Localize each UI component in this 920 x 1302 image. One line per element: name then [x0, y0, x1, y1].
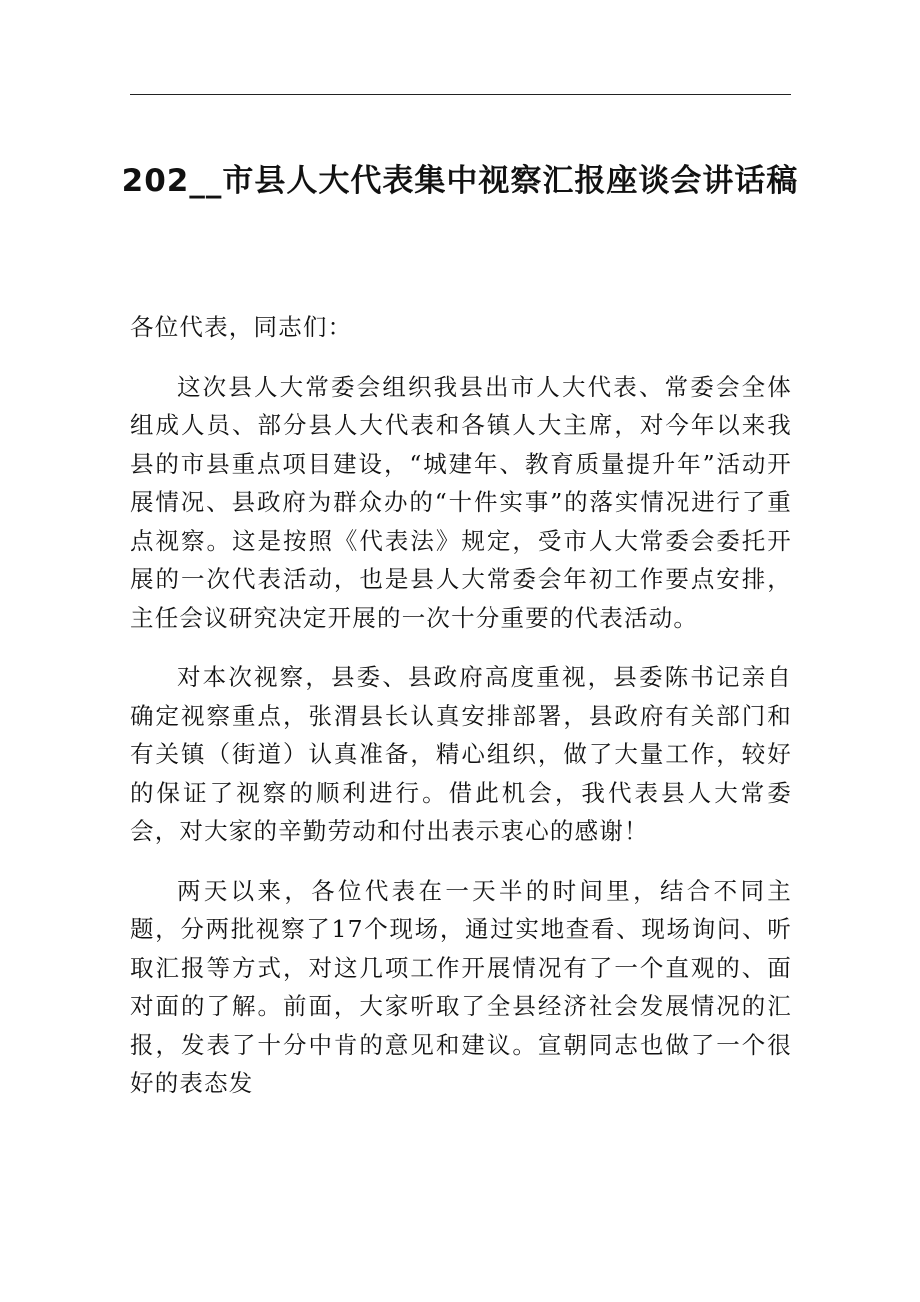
document-body: [130, 308, 792, 1124]
document-title: 202__市县人大代表集中视察汇报座谈会讲话稿: [121, 162, 799, 199]
paragraph-3: 两天以来，各位代表在一天半的时间里，结合不同主题，分两批视察了17个现场，通过实地查看、现场询问、听取汇报等方式，对这几项工作开展情况有了一个直观的、面对面的了解。前面，大家听取了全县经济社会发展情况的汇报，发表了十分中肯的意见和建议。宣朝同志也做了一个很好的表态发: [130, 876, 792, 1097]
header-rule: [130, 94, 791, 95]
salutation: 各位代表，同志们：: [130, 313, 353, 341]
paragraph-1: 这次县人大常委会组织我县出市人大代表、常委会全体组成人员、部分县人大代表和各镇人大主席，对今年以来我县的市县重点项目建设，“城建年、教育质量提升年”活动开展情况、县政府为群众办的“十件实事”的落实情况进行了重点视察。这是按照《代表法》规定，受市人大常委会委托开展的一次代表活动，也是县人大常委会年初工作要点安排，主任会议研究决定开展的一次十分重要的代表活动。: [130, 372, 792, 632]
paragraph-2: 对本次视察，县委、县政府高度重视，县委陈书记亲自确定视察重点，张渭县长认真安排部署，县政府有关部门和有关镇（街道）认真准备，精心组织，做了大量工作，较好的保证了视察的顺利进行。借此机会，我代表县人大常委会，对大家的辛勤劳动和付出表示衷心的感谢！: [130, 663, 792, 845]
